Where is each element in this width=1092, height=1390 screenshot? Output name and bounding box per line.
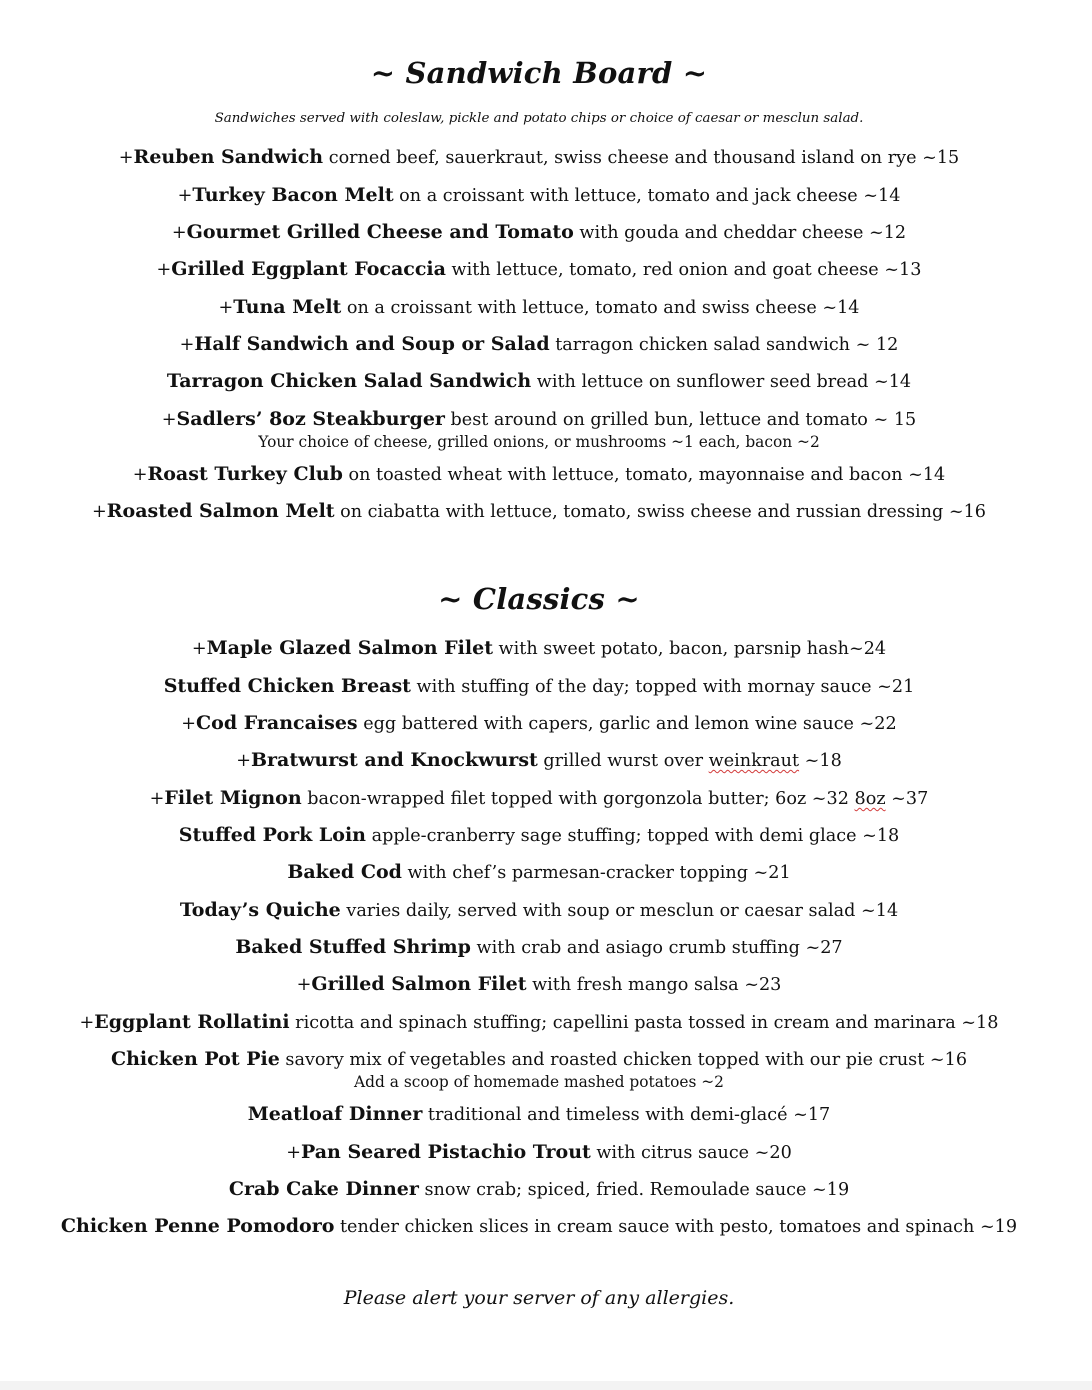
menu-item — [0, 258, 1078, 280]
item-description: with sweet potato, bacon, parsnip hash~24 — [492, 639, 887, 659]
menu-item — [0, 749, 1078, 771]
item-name: Filet Mignon — [164, 787, 302, 809]
item-description: varies daily, served with soup or mesclun or caesar salad ~14 — [340, 901, 899, 921]
item-description: ricotta and spinach stuffing; capellini pasta tossed in cream and marinara ~18 — [289, 1013, 999, 1033]
menu-item — [0, 221, 1078, 243]
item-name: Turkey Bacon Melt — [192, 184, 394, 206]
item-name: Baked Cod — [287, 861, 402, 883]
item-name: Chicken Pot Pie — [110, 1048, 280, 1070]
item-name: Eggplant Rollatini — [94, 1011, 290, 1033]
menu-item — [0, 370, 1078, 392]
item-name: Stuffed Pork Loin — [178, 824, 366, 846]
item-prefix: + — [179, 335, 195, 355]
item-prefix: + — [236, 751, 251, 771]
item-name: Today’s Quiche — [179, 899, 341, 921]
menu-item — [0, 296, 1078, 318]
item-description: egg battered with capers, garlic and lemon wine sauce ~22 — [357, 714, 897, 734]
item-name: Baked Stuffed Shrimp — [235, 936, 471, 958]
item-prefix: + — [149, 789, 165, 809]
item-prefix: + — [156, 260, 172, 280]
menu-item — [0, 899, 1078, 921]
menu-item — [0, 1011, 1078, 1033]
item-prefix: + — [181, 714, 197, 734]
menu-item — [0, 824, 1078, 846]
item-description: tarragon chicken salad sandwich ~ 12 — [549, 335, 899, 355]
spellcheck-underlined-word: 8oz — [854, 789, 886, 809]
menu-item — [0, 1215, 1078, 1237]
item-description: with citrus sauce ~20 — [590, 1143, 792, 1163]
item-description: with stuffing of the day; topped with mornay sauce ~21 — [410, 677, 915, 697]
menu-item — [0, 936, 1078, 958]
item-description: corned beef, sauerkraut, swiss cheese and thousand island on rye ~15 — [323, 148, 960, 168]
item-name: Stuffed Chicken Breast — [163, 675, 411, 697]
item-description: savory mix of vegetables and roasted chicken topped with our pie crust ~16 — [279, 1050, 968, 1070]
item-prefix: + — [171, 223, 187, 243]
item-description: on a croissant with lettuce, tomato and jack cheese ~14 — [393, 186, 901, 206]
menu-item — [0, 675, 1078, 697]
item-description-end: ~37 — [885, 789, 929, 809]
item-prefix: + — [286, 1143, 301, 1163]
menu-item — [0, 1048, 1078, 1070]
steakburger-addon-note: Your choice of cheese, grilled onions, or mushrooms ~1 each, bacon ~2 — [258, 433, 820, 451]
item-name: Half Sandwich and Soup or Salad — [194, 333, 550, 355]
item-name: Tarragon Chicken Salad Sandwich — [166, 370, 532, 392]
menu-item — [0, 1178, 1078, 1200]
menu-item — [0, 861, 1078, 883]
item-name: Reuben Sandwich — [133, 146, 324, 168]
item-description: grilled wurst over — [537, 751, 709, 771]
item-description: on toasted wheat with lettuce, tomato, mayonnaise and bacon ~14 — [342, 465, 946, 485]
item-prefix: + — [79, 1013, 95, 1033]
item-description-end: ~18 — [799, 751, 842, 771]
menu-item — [0, 973, 1078, 995]
item-prefix: + — [118, 148, 134, 168]
item-description: on a croissant with lettuce, tomato and swiss cheese ~14 — [341, 298, 860, 318]
menu-item — [0, 1103, 1078, 1125]
item-prefix: + — [296, 975, 312, 995]
item-name: Gourmet Grilled Cheese and Tomato — [186, 221, 574, 243]
item-description: with crab and asiago crumb stuffing ~27 — [470, 938, 843, 958]
menu-item — [0, 333, 1078, 355]
item-prefix: + — [92, 502, 107, 522]
menu-item — [0, 146, 1078, 168]
item-name: Pan Seared Pistachio Trout — [300, 1141, 591, 1163]
item-name: Bratwurst and Knockwurst — [250, 749, 538, 771]
item-name: Tuna Melt — [233, 296, 342, 318]
item-description: with fresh mango salsa ~23 — [526, 975, 782, 995]
item-name: Chicken Penne Pomodoro — [60, 1215, 335, 1237]
item-description: with lettuce, tomato, red onion and goat cheese ~13 — [445, 260, 922, 280]
item-name: Meatloaf Dinner — [247, 1103, 423, 1125]
menu-item — [0, 1141, 1078, 1163]
item-prefix: + — [191, 639, 207, 659]
item-prefix: + — [218, 298, 234, 318]
item-name: Grilled Salmon Filet — [311, 973, 527, 995]
item-description: bacon-wrapped filet topped with gorgonzola butter; 6oz ~32 — [301, 789, 855, 809]
menu-item — [0, 787, 1078, 809]
item-prefix: + — [177, 186, 193, 206]
item-description: snow crab; spiced, fried. Remoulade sauce ~19 — [418, 1180, 850, 1200]
potpie-addon-note: Add a scoop of homemade mashed potatoes ~2 — [354, 1073, 724, 1091]
item-prefix: + — [132, 465, 148, 485]
item-name: Sadlers’ 8oz Steakburger — [176, 408, 445, 430]
item-name: Roasted Salmon Melt — [106, 500, 335, 522]
item-name: Cod Francaises — [196, 712, 358, 734]
item-description: with chef’s parmesan-cracker topping ~21 — [401, 863, 791, 883]
menu-item — [0, 408, 1078, 430]
classics-title: ~ Classics ~ — [438, 582, 640, 616]
item-description: with gouda and cheddar cheese ~12 — [573, 223, 907, 243]
item-name: Maple Glazed Salmon Filet — [206, 637, 493, 659]
item-prefix: + — [161, 410, 177, 430]
item-description: apple-cranberry sage stuffing; topped with demi glace ~18 — [365, 826, 900, 846]
menu-item — [0, 712, 1078, 734]
menu-item — [0, 500, 1078, 522]
menu-item — [0, 463, 1078, 485]
sandwich-board-subtitle: Sandwiches served with coleslaw, pickle and potato chips or choice of caesar or mesclun salad. — [214, 111, 864, 126]
spellcheck-underlined-word: weinkraut — [708, 751, 800, 771]
allergy-notice: Please alert your server of any allergies. — [343, 1287, 735, 1309]
menu-item — [0, 184, 1078, 206]
menu-item — [0, 637, 1078, 659]
item-description: tender chicken slices in cream sauce with pesto, tomatoes and spinach ~19 — [334, 1217, 1018, 1237]
item-description: with lettuce on sunflower seed bread ~14 — [531, 372, 912, 392]
item-name: Crab Cake Dinner — [228, 1178, 419, 1200]
item-name: Roast Turkey Club — [147, 463, 343, 485]
item-name: Grilled Eggplant Focaccia — [171, 258, 446, 280]
item-description: on ciabatta with lettuce, tomato, swiss cheese and russian dressing ~16 — [334, 502, 986, 522]
item-description: traditional and timeless with demi-glacé ~17 — [422, 1105, 831, 1125]
sandwich-board-title: ~ Sandwich Board ~ — [370, 56, 708, 90]
page-bottom-edge — [0, 1381, 1092, 1390]
item-description: best around on grilled bun, lettuce and tomato ~ 15 — [444, 410, 917, 430]
